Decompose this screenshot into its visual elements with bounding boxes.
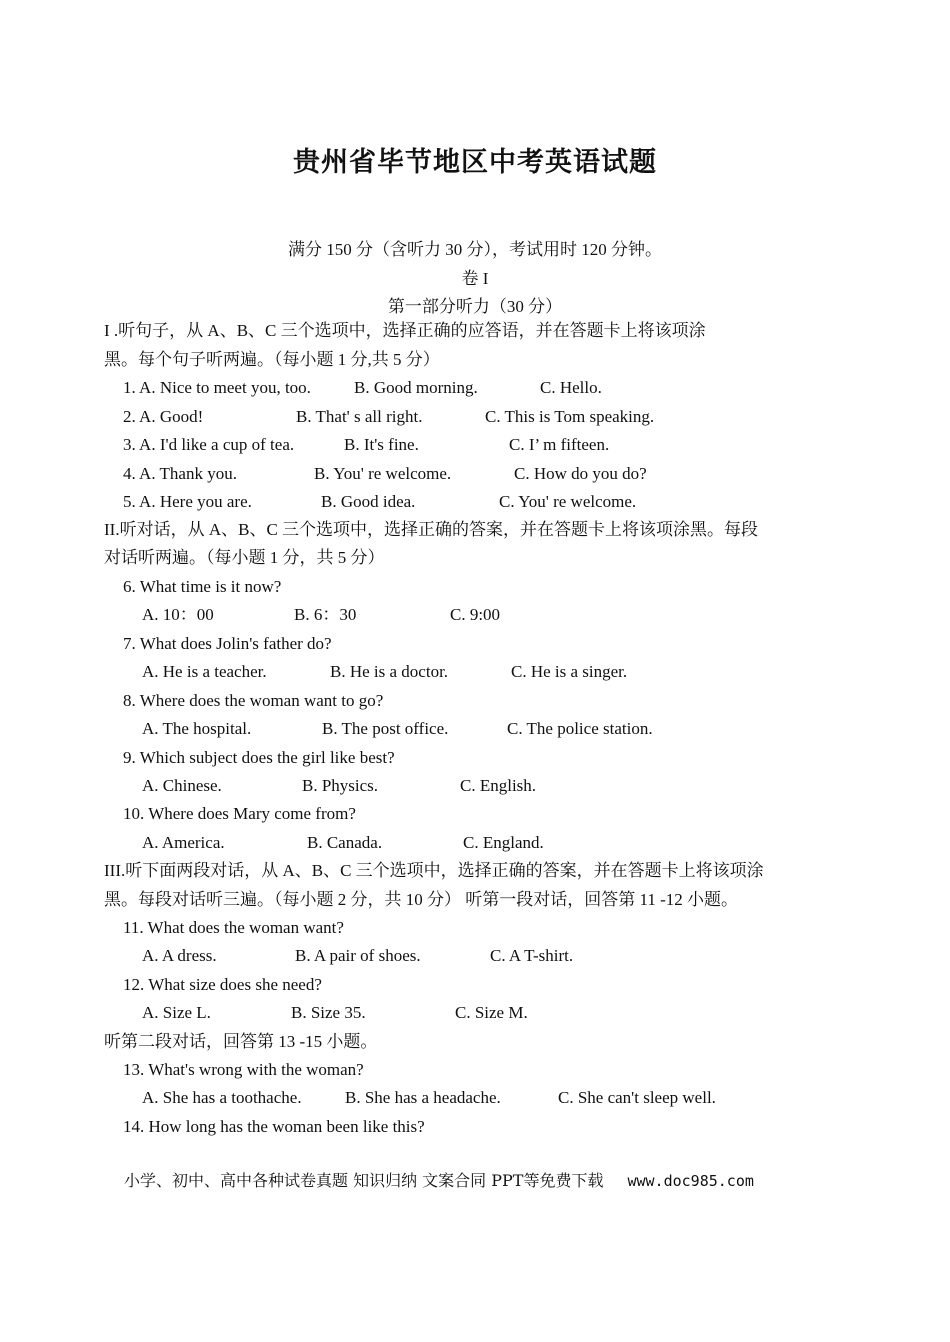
option-c: C. She can't sleep well. (558, 1088, 716, 1107)
second-dialogue-instruction: 听第二段对话，回答第 13 -15 小题。 (104, 1032, 378, 1051)
volume-label: 卷 I (461, 269, 489, 288)
option-a: 5. A. Here you are. (123, 492, 252, 511)
option-a: A. A dress. (142, 946, 217, 965)
page-footer (124, 1168, 754, 1191)
option-c: C. This is Tom speaking. (485, 407, 655, 426)
option-b: B. Good morning. (354, 378, 478, 397)
option-c: C. 9:00 (450, 605, 501, 624)
question-text: 7. What does Jolin's father do? (123, 634, 332, 653)
option-c: C. How do you do? (514, 464, 647, 483)
part-label: 第一部分听力（30 分） (387, 297, 563, 316)
section2-heading-line2: 对话听两遍。（每小题 1 分，共 5 分） (104, 548, 385, 567)
option-a: A. She has a toothache. (142, 1088, 302, 1107)
section1-heading-line1: I .听句子，从 A、B、C 三个选项中，选择正确的应答语，并在答题卡上将该项涂 (104, 321, 706, 340)
option-a: 3. A. I'd like a cup of tea. (123, 435, 295, 454)
option-a: A. He is a teacher. (142, 662, 267, 681)
score-info: 满分 150 分（含听力 30 分），考试用时 120 分钟。 (288, 240, 662, 259)
section3-heading-line1: III.听下面两段对话，从 A、B、C 三个选项中，选择正确的答案，并在答题卡上将该项涂 (104, 861, 764, 880)
question-text: 6. What time is it now? (123, 577, 282, 596)
section3-heading-line2: 黑。每段对话听三遍。（每小题 2 分，共 10 分） 听第一段对话，回答第 11 -12 小题。 (104, 890, 739, 909)
option-a: A. Chinese. (142, 776, 222, 795)
option-c: C. I’ m fifteen. (509, 435, 610, 454)
page-title: 贵州省毕节地区中考英语试题 (293, 147, 657, 177)
option-a: 4. A. Thank you. (123, 464, 237, 483)
option-c: C. England. (463, 833, 544, 852)
question-text: 12. What size does she need? (123, 975, 322, 994)
question-text: 10. Where does Mary come from? (123, 804, 356, 823)
section2-heading-line1: II.听对话，从 A、B、C 三个选项中，选择正确的答案，并在答题卡上将该项涂黑。每段 (104, 520, 759, 539)
option-b: B. Good idea. (321, 492, 416, 511)
option-c: C. A T-shirt. (490, 946, 574, 965)
footer-url: www.doc985.com (627, 1172, 754, 1190)
option-c: C. You' re welcome. (499, 492, 637, 511)
question-text: 9. Which subject does the girl like best? (123, 748, 395, 767)
option-c: C. English. (460, 776, 537, 795)
option-c: C. He is a singer. (511, 662, 628, 681)
option-a: A. The hospital. (142, 719, 252, 738)
option-a: A. America. (142, 833, 225, 852)
question-text: 14. How long has the woman been like this? (123, 1117, 425, 1136)
option-b: B. She has a headache. (345, 1088, 501, 1107)
option-a: 1. A. Nice to meet you, too. (123, 378, 311, 397)
question-text: 13. What's wrong with the woman? (123, 1060, 364, 1079)
option-b: B. Canada. (307, 833, 383, 852)
option-b: B. That' s all right. (296, 407, 423, 426)
section1-heading-line2: 黑。每个句子听两遍。（每小题 1 分,共 5 分） (104, 350, 440, 369)
footer-text: 小学、初中、高中各种试卷真题 知识归纳 文案合同 PPT等免费下载 (124, 1171, 604, 1190)
option-b: B. You' re welcome. (314, 464, 452, 483)
question-text: 11. What does the woman want? (123, 918, 344, 937)
option-a: A. Size L. (142, 1003, 211, 1022)
question-text: 8. Where does the woman want to go? (123, 691, 384, 710)
option-b: B. Physics. (302, 776, 379, 795)
option-a: A. 10：00 (142, 605, 214, 624)
option-a: 2. A. Good! (123, 407, 204, 426)
option-b: B. The post office. (322, 719, 449, 738)
option-b: B. Size 35. (291, 1003, 366, 1022)
option-b: B. He is a doctor. (330, 662, 449, 681)
option-b: B. It's fine. (344, 435, 419, 454)
option-b: B. 6：30 (294, 605, 357, 624)
option-c: C. The police station. (507, 719, 653, 738)
option-c: C. Hello. (540, 378, 602, 397)
option-b: B. A pair of shoes. (295, 946, 421, 965)
option-c: C. Size M. (455, 1003, 528, 1022)
